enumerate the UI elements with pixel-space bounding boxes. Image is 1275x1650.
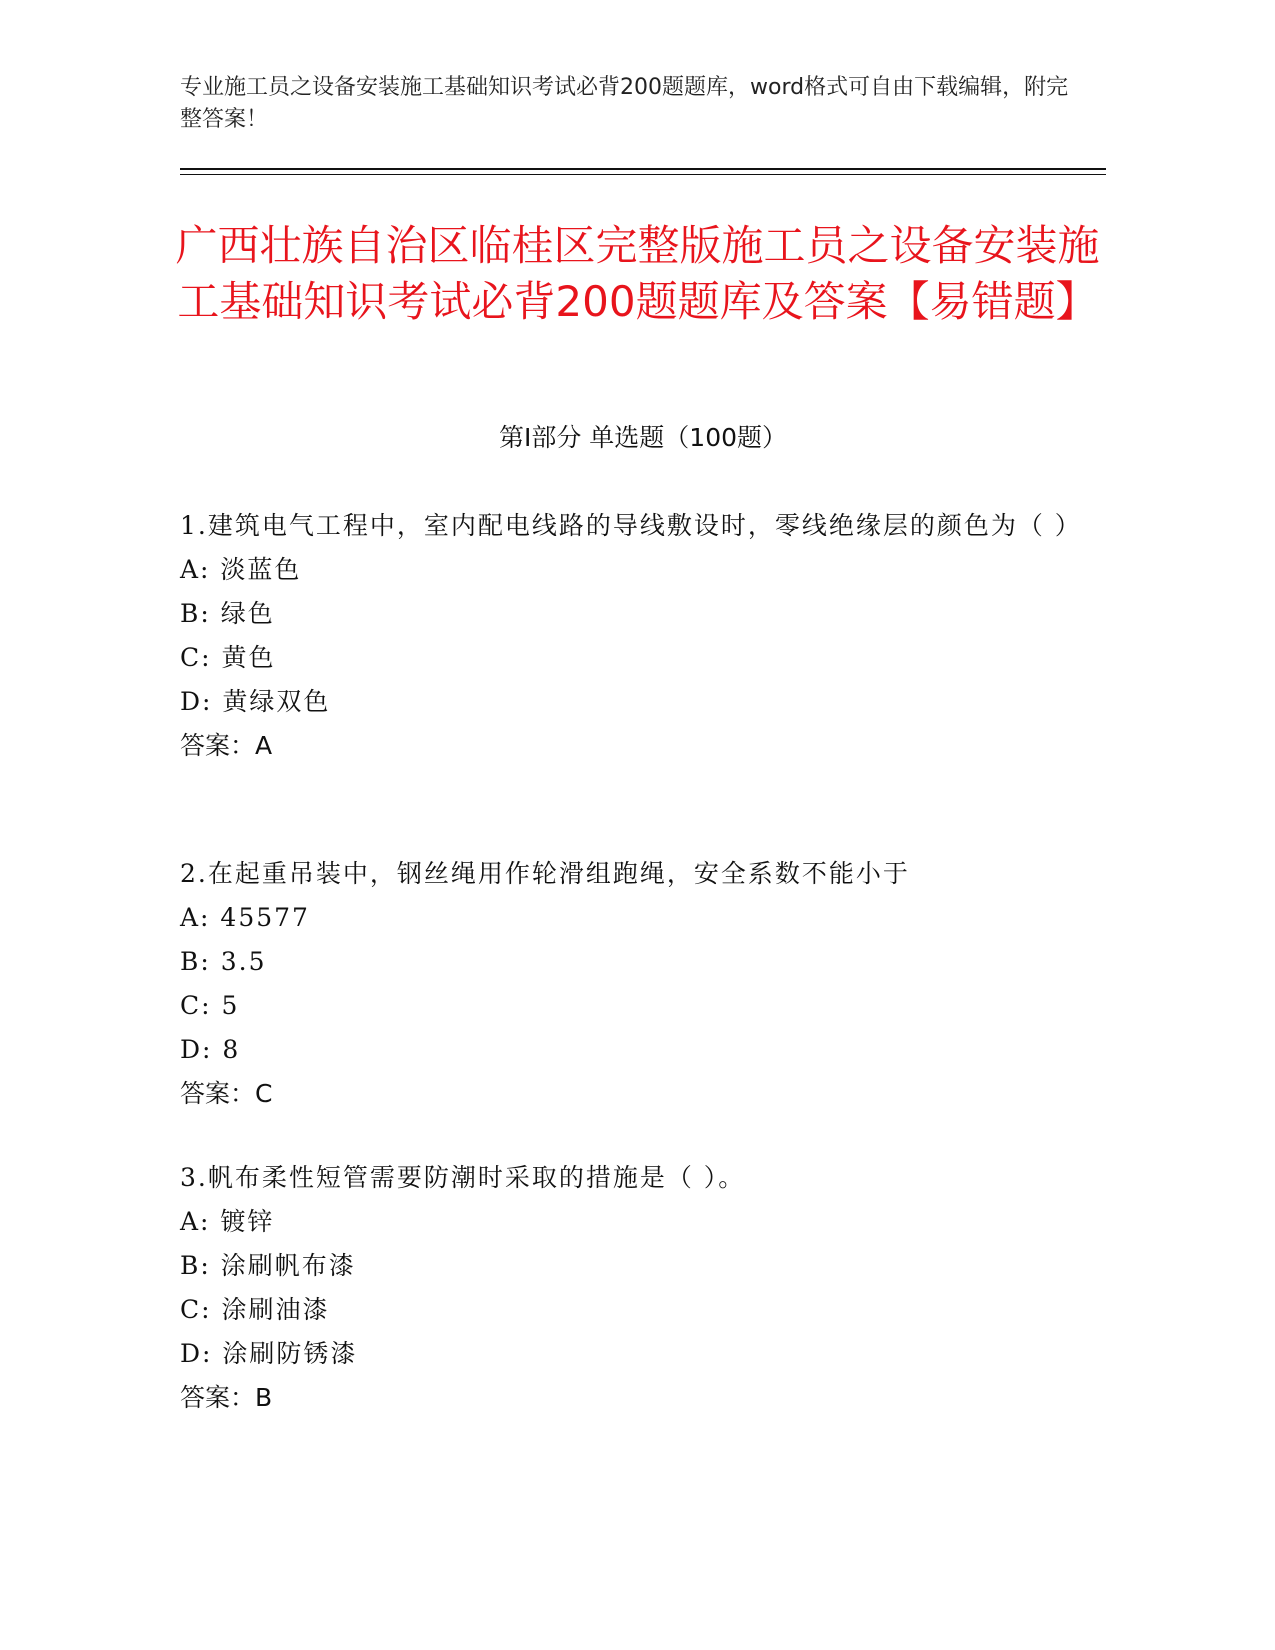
option-d: D: 8	[180, 1035, 241, 1064]
option-b: B: 3.5	[180, 947, 267, 976]
option-a: A: 淡蓝色	[180, 555, 302, 584]
question-block	[180, 1156, 1080, 1420]
option-a: A: 45577	[180, 903, 310, 932]
question-block	[180, 852, 1080, 1116]
document-title: 广西壮族自治区临桂区完整版施工员之设备安装施工基础知识考试必背200题题库及答案【易错题】	[175, 221, 1100, 326]
answer: 答案：A	[180, 731, 273, 760]
question-stem: 3.帆布柔性短管需要防潮时采取的措施是（ ）。	[180, 1163, 746, 1192]
section-title: 第I部分 单选题（100题）	[498, 423, 788, 452]
question-block	[180, 504, 1080, 768]
question-stem: 2.在起重吊装中，钢丝绳用作轮滑组跑绳，安全系数不能小于	[180, 859, 910, 888]
option-b: B: 绿色	[180, 599, 275, 628]
option-d: D: 涂刷防锈漆	[180, 1339, 358, 1368]
header-divider-thick	[180, 168, 1106, 170]
option-d: D: 黄绿双色	[180, 687, 331, 716]
header-note: 专业施工员之设备安装施工基础知识考试必背200题题库，word格式可自由下载编辑，附完整答案！	[180, 75, 1069, 132]
option-c: C: 涂刷油漆	[180, 1295, 330, 1324]
option-c: C: 黄色	[180, 643, 276, 672]
option-a: A: 镀锌	[180, 1207, 275, 1236]
answer: 答案：B	[180, 1383, 273, 1412]
question-stem: 1.建筑电气工程中，室内配电线路的导线敷设时，零线绝缘层的颜色为（ ）	[180, 511, 1082, 540]
header-divider-thin	[180, 174, 1106, 175]
option-c: C: 5	[180, 991, 240, 1020]
option-b: B: 涂刷帆布漆	[180, 1251, 356, 1280]
answer: 答案：C	[180, 1079, 273, 1108]
